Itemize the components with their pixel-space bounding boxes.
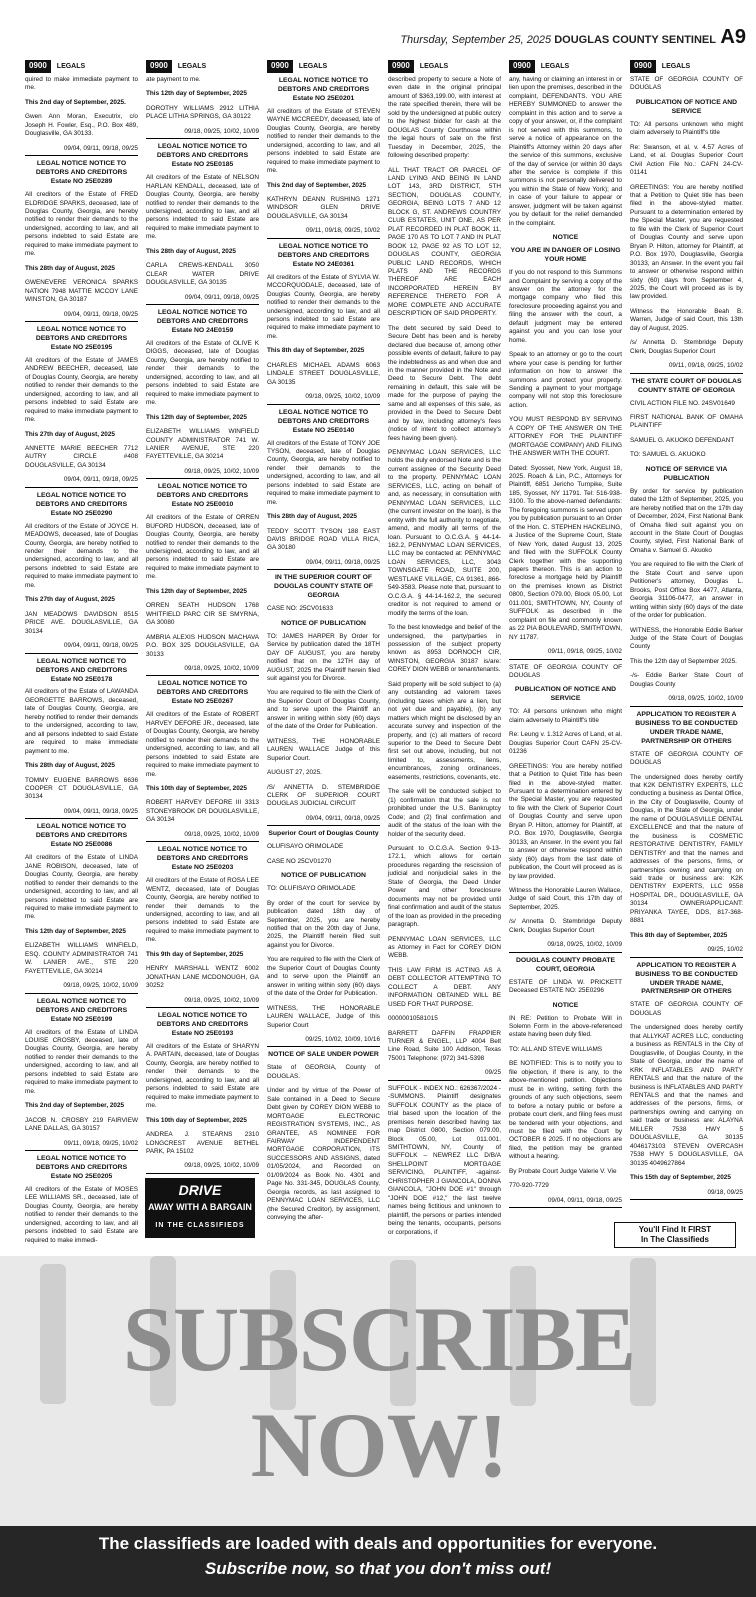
notice-text: WITNESS, THE HONORABLE LAUREN WALLACE, Judge of this Superior Court xyxy=(267,1004,380,1029)
notice-heading: LEGAL NOTICE NOTICE TO DEBTORS AND CREDITORS Estate NO 24E0159 xyxy=(156,309,249,334)
notice-date-line: This 8th day of September, 2025 xyxy=(267,347,365,355)
notice-heading: YOU ARE IN DANGER OF LOSING YOUR HOME xyxy=(510,247,621,264)
notice-heading: LEGAL NOTICE NOTICE TO DEBTORS AND CREDITORS Estate NO 25E0201 xyxy=(277,77,370,102)
notice-heading: NOTICE OF SERVICE VIA PUBLICATION xyxy=(645,465,728,482)
drive-ad-footer: IN THE CLASSIFIEDS xyxy=(155,1222,245,1229)
notice-heading: NOTICE OF PUBLICATION xyxy=(281,872,366,880)
publication-dates: 09/04, 09/11, 09/18, 09/25 xyxy=(146,294,259,305)
notice-text: FIRST NATIONAL BANK OF OMAHA PLAINTIFF xyxy=(630,414,743,430)
notice-text: KATHRYN DEANN RUSHING 1271 WINDSOR GLEN DRIVE DOUGLASVILLE, GA 30134 xyxy=(267,195,380,220)
section-tag xyxy=(146,60,259,73)
notice-heading: LEGAL NOTICE NOTICE TO DEBTORS AND CREDITORS Estate NO 25E0086 xyxy=(35,823,128,849)
publication-dates: 09/04, 09/11, 09/18, 09/25 xyxy=(25,642,138,653)
header-date: Thursday, September 25, 2025 xyxy=(400,34,552,46)
notice-text: any, having or claiming an interest in or lien upon the premises, described in the complaint, DEFENDANTS. YOU ARE HEREBY SUMMONED to answer the complaint in this action and to serve a copy of your answer, or, if the complaint is not served with this summons, to serve a notice of appearance on the Plaintiff's Attorney within 20 days after the service of this summons, exclusive of the day of service (or within 30 days after the service is complete if this summons is not personally delivered to you within the State of New York); and in case of your failure to appear or answer, judgment will be taken against you by default for the relief demanded in the complaint. xyxy=(509,76,622,227)
notice-heading: THE STATE COURT OF DOUGLAS COUNTY STATE OF GEORGIA xyxy=(631,377,742,394)
drive-away-ad xyxy=(145,1178,255,1238)
column-6 xyxy=(630,60,743,1240)
notice-text: CHARLES MICHAEL ADAMS 6063 LINDALE STREET DOUGLASVILLE, GA 30135 xyxy=(267,361,380,386)
notice-text: Dated: Syosset, New York, August 18, 2025. Roach & Lin, P.C., Attorneys for Plaintiff, 6851 Jericho Turnpike, Suite 185, Syosset, NY 11791. Tel: 516-938-3100. To the above-named defendants: The foregoing summons is served upon you by publication pursuant to an Order of the Hon. C. STEPHEN HACKELING, a Justice of the Supreme Court, State of New York, dated August 13, 2025 and filed with the SUFFOLK County Clerk together with the supporting papers thereon. This is an action to foreclose a mortgage held by Plaintiff on the premises known as District 0800, Section 079.00, Block 05.00, Lot 011.001, SMITHTOWN, NY, County of SUFFOLK as described in the complaint on file and commonly known as 22 PIA BOULEVARD, SMITHTOWN, NY 11787. xyxy=(509,464,622,641)
notice-text: BARRETT DAFFIN FRAPPIER TURNER & ENGEL, LLP 4004 Belt Line Road, Suite 100 Addison, Texas 75001 Telephone: (972) 341-5398 xyxy=(388,1029,501,1062)
notice-text: You are required to file with the Clerk of the Superior Court of Douglas County and to serve upon the Plaintiff an answer in writing within sixty (60) days of the date of the Order for Publication. xyxy=(267,956,380,998)
notice-text: WITNESS, THE HONORABLE LAUREN WALLACE Judge of this Superior Court. xyxy=(267,737,380,762)
publication-dates: 09/04, 09/11, 09/18, 09/25 xyxy=(509,1197,622,1208)
drive-ad-title: DRIVE xyxy=(178,1182,222,1198)
notice-heading: NOTICE xyxy=(552,1001,579,1009)
publication-dates: 09/04, 09/11, 09/18, 09/25 xyxy=(267,815,380,826)
notice-text: HENRY MARSHALL WENTZ 6002 JONATHAN LANE MCDONOUGH, GA 30252 xyxy=(146,965,259,990)
section-label: LEGALS xyxy=(661,62,691,70)
notice-text: By order for service by publication dated the 12th of September, 2025, you are hereby notified that on the 17th day of December, 2024, First National Bank of Omaha filed suit against you on account in the State Court of Douglas County, styled, First National Bank of Omaha v. Samuel G. Akuoko xyxy=(630,487,743,554)
notice-date-line: This 28th day of August, 2025 xyxy=(25,264,115,272)
page-number: A9 xyxy=(720,26,746,48)
notice-text: All creditors of the Estate of OLIVE K DIGGS, deceased, late of Douglas County, Georgia, are hereby notified to render their demands to the undersigned, according to law, and all persons indebted to said Estate are required to make immediate payment to me. xyxy=(146,339,259,407)
notice-text: ALL THAT TRACT OR PARCEL OF LAND LYING AND BEING IN LAND LOT 143, 3RD DISTRICT, 5TH SECTION, DOUGLAS COUNTY, GEORGIA, BEING LOTS 7 AND 12 BLOCK G, ST. ANDREWS COUNTRY CLUB ESTATES, UNIT ONE, AS PER PLAT RECORDED IN PLAT BOOK 11, PAGE 170 AS TO LOT 7 AND IN PLAT BOOK 12, PAGE 92 AS TO LOT 12, DOUGLAS COUNTY, GEORGIA PUBLIC LAND RECORDS, WHICH PLATS AND THE RECORDS THEREOF ARE EACH INCORPORATED HEREIN BY REFERENCE THERETO FOR A MORE COMPLETE AND ACCURATE DESCRIPTION OF SAID PROPERTY. xyxy=(388,166,501,318)
section-label: LEGALS xyxy=(177,62,207,70)
notice-text: You are required to file with the Clerk of the Superior Court of Douglas County, and to serve upon the Plaintiff an answer in writing within sixty (60) days of the date of the Order for Publication. xyxy=(267,689,380,731)
notice-text: If you do not respond to this Summons and Complaint by serving a copy of the answer on the attorney for the mortgage company who filed this foreclosure proceeding against you and filing the answer with the court, a default judgment may be entered against you and you can lose your home. xyxy=(509,269,622,344)
publication-dates: 09/25, 10/02 xyxy=(630,946,743,957)
section-tag xyxy=(509,60,622,73)
publication-dates: 09/25 xyxy=(388,1069,501,1080)
column-3 xyxy=(267,60,380,1240)
column-1 xyxy=(25,60,138,1244)
publication-dates: 09/18, 09/25, 10/02, 10/09 xyxy=(630,695,743,706)
notice-text: ate payment to me. xyxy=(146,76,201,83)
section-label: LEGALS xyxy=(56,62,86,70)
notice-text: TO: All persons unknown who might claim adversely to Plaintiff's title xyxy=(509,708,622,724)
section-label: LEGALS xyxy=(298,62,328,70)
publication-dates: 09/04, 09/11, 09/18, 09/25 xyxy=(25,808,138,819)
find-it-line2: In The Classifieds xyxy=(640,1235,710,1244)
notice-text: ORREN SEATH HUDSON 1768 WHITFIELD PARC CIR SE SMYRNA, GA 30080 xyxy=(146,602,259,627)
notice-date-line: This 12th day of September, 2025 xyxy=(146,90,247,98)
notice-text: All creditors of the Estate of LAWANDA GEORGETTE BARROWS, deceased, late of Douglas County, Georgia, are hereby notified to render their demands to the undersigned, according to law, and all persons indebted to said Estate are required to make immediate payment to me. xyxy=(25,688,138,755)
notice-heading: IN THE SUPERIOR COURT OF DOUGLAS COUNTY STATE OF GEORGIA xyxy=(274,574,373,600)
find-it-first-box xyxy=(614,1222,736,1248)
notice-text: TO: SAMUEL G. AKUOKO xyxy=(630,451,706,459)
notice-text: All creditors of the Estate of JAMES ANDREW BEECHER, deceased, late of Douglas County, Georgia, are hereby notified to render their demands to the undersigned, according to law, and all persons indebted to said Estate are required to make immediate payment to me. xyxy=(25,356,138,424)
notice-text: Gwen Ann Moran, Executrix, c/o Joseph H. Fowler, Esq., P.O. Box 489, Douglasville, GA 30133. xyxy=(25,113,138,138)
notice-text: To the best knowledge and belief of the undersigned, the party/parties in possession of the subject property known as 8953 DORNOCH CIR, WINSTON, GEORGIA 30187 is/are: COREY DION WEBB or tenant/tenants. xyxy=(388,624,501,674)
notice-text: /s/ Annetta D. Stembridge Deputy Clerk, Douglas Superior Court xyxy=(630,339,743,355)
notice-text: You are required to file with the Clerk of the State Court and serve upon Petitioner's attorney, Douglas L. Brooks, Post Office Box 4477, Atlanta, Georgia 31106-0477, an answer in writing within sixty (60) days of the date of the order for publication. xyxy=(630,561,743,620)
notice-text: TO: OLUFISAYO ORIMOLADE xyxy=(267,885,356,893)
notice-text: By order of the court for service by publication dated 18th day of September, 2025, you are hereby notified that on the 20th day of June, 2025, the Plaintiff herein filed suit against you for Divorce. xyxy=(267,899,380,949)
publication-dates: 09/18, 09/25, 10/02, 10/09 xyxy=(146,128,259,139)
publication-dates: 09/18, 09/25, 10/02, 10/09 xyxy=(146,665,259,676)
notice-heading: LEGAL NOTICE NOTICE TO DEBTORS AND CREDITORS Estate NO 25E0203 xyxy=(156,846,249,872)
section-tag xyxy=(388,60,501,73)
notice-text: All creditors of the Estate of ROBERT HARVEY DEFORE JR., deceased, late of Douglas County, Georgia, are hereby notified to render their demands to the undersigned, according to law, and all persons indebted to said Estate are required to make immediate payment to me. xyxy=(146,711,259,778)
banner-line-1: The classifieds are loaded with deals and opportunities for everyone. xyxy=(98,1534,658,1553)
find-it-line1: You'll Find It FIRST xyxy=(638,1225,712,1234)
notice-text: GWENEVERE VERONICA SPARKS NATION 7948 MATTIE MCCOY LANE WINSTON, GA 30187 xyxy=(25,279,138,304)
notice-date-line: This 27th day of August, 2025 xyxy=(25,596,115,604)
notice-heading: PUBLICATION OF NOTICE AND SERVICE xyxy=(635,98,738,115)
notice-text: OLUFISAYO ORIMOLADE xyxy=(267,843,344,851)
section-label: LEGALS xyxy=(540,62,570,70)
notice-text: SUFFOLK - INDEX NO.: 626367/2024 --SUMMONS. Plaintiff designates SUFFOLK COUNTY as the place of trial based upon the location of the premises herein described having tax map District 0800, Section 079.00, Block 05.00, Lot 011.001. SMITHTOWN, NY, County of SUFFOLK – NEWREZ LLC D/B/A SHELLPOINT MORTGAGE SERVICING, PLAINTIFF, -against- CHRISTOPHER J GIANCOLA, DONNA GIANCOLA, "JOHN DOE #1" through "JOHN DOE #12," the last twelve names being fictitious and unknown to plaintiff, the persons or parties intended being the tenants, occupants, persons or corporations, if xyxy=(388,1084,501,1236)
publication-dates: 09/18, 09/25, 10/02, 10/09 xyxy=(146,831,259,842)
notice-date-line: This 9th day of September, 2025 xyxy=(146,950,244,958)
section-label: LEGALS xyxy=(419,62,449,70)
publication-dates: 09/18, 09/25, 10/02, 10/09 xyxy=(146,1162,259,1173)
publication-dates: 09/04, 09/11, 09/18, 09/25 xyxy=(25,145,138,156)
drive-ad-subtitle: AWAY WITH A BARGAIN xyxy=(148,1202,252,1212)
notice-date-line: This 2nd day of September, 2025 xyxy=(25,1102,125,1110)
publication-dates: 09/25, 10/02, 10/09, 10/16 xyxy=(267,1036,380,1047)
banner-footer xyxy=(0,1526,756,1597)
notice-text: All creditors of the Estate of JOYCE H. MEADOWS, deceased, late of Douglas County, Georgia, are hereby notified to render their demands to the undersigned, according to law, and all persons indebted to said Estate are required to make immediate payment to me. xyxy=(25,522,138,589)
section-code: 0900 xyxy=(267,60,293,73)
notice-date-line: This 2nd day of September, 2025. xyxy=(25,98,126,106)
notice-text: DOROTHY WILLIAMS 2912 LITHIA PLACE LITHIA SPRINGS, GA 30122 xyxy=(146,104,259,121)
notice-text: Witness the Honorable Beah B. Warren, Judge of said Court, this 13th day of August, 2025. xyxy=(630,307,743,332)
section-tag xyxy=(267,60,380,73)
notice-text: /s/ Annetta D. Stembridge Deputy Clerk, Douglas Superior Court xyxy=(509,918,622,934)
publication-dates: 09/04, 09/11, 09/18, 09/25 xyxy=(25,311,138,322)
notice-text: ROBERT HARVEY DEFORE III 3313 STONEYBROOK DR DOUGLASVILLE, GA 30134 xyxy=(146,799,259,824)
notice-text: The undersigned does hereby certify that K2K DENTISTRY EXPERTS, LLC conducting a business as Dental Office, in the City of Douglasville, County of Douglas, in the State of Georgia, under the name of DOUGLASVILLE DENTAL EXCELLENCE and that the nature of the business is COSMETIC RESTORATIVE DENTISTRY, FAMILY DENTISTRY and that the names and addresses of the persons, firms, or partnerships owning and carrying on said trade or business are: K2K DENTISTRY EXPERTS, LLC 9558 HOSPITAL DR., DOUGLASVILLE, GA 30134 OWNER/APPLICANT: PRIYANKA TAYEE, DDS, 817-368-8881 xyxy=(630,773,743,925)
section-code: 0900 xyxy=(25,60,51,73)
notice-text: ANNETTE MARIE BEECHER 7712 AUTRY CIRCLE #408 DOUGLASVILLE, GA 30134 xyxy=(25,444,138,469)
notice-text: JAN MEADOWS DAVIDSON 8515 PRICE AVE. DOUGLASVILLE, GA 30134 xyxy=(25,610,138,635)
notice-text: ESTATE OF LINDA W. PRICKETT Deceased ESTATE NO: 25E0296 xyxy=(509,978,622,995)
notice-heading: NOTICE xyxy=(552,234,579,242)
notice-text: STATE OF GEORGIA COUNTY OF DOUGLAS xyxy=(630,750,743,767)
notice-date-line: This 15th day of September, 2025 xyxy=(630,1174,731,1182)
notice-heading: LEGAL NOTICE NOTICE TO DEBTORS AND CREDITORS Estate NO 25E0195 xyxy=(35,325,128,351)
notice-text: All creditors of the Estate of MOSES LEE WILLIAMS SR., deceased, late of Douglas County, Georgia, are hereby notified to render their demands to the undersigned, according to law, and all persons indebted to said Estate are required to make immedi- xyxy=(25,1185,138,1244)
publication-dates: 09/04, 09/11, 09/18, 09/25 xyxy=(25,476,138,487)
notice-heading: LEGAL NOTICE NOTICE TO DEBTORS AND CREDITORS Estate NO 25E0205 xyxy=(35,1154,128,1180)
notice-text: TO: ALL AND STEVE WILLIAMS xyxy=(509,1045,603,1053)
notice-date-line: This 28th day of August, 2025 xyxy=(267,513,357,521)
notice-text: All creditors of the Estate of STEVEN WAYNE MCCREEDY, deceased, late of Douglas County, Georgia, are hereby notified to render their demands to the undersigned, according to law, and all persons indebted to said Estate are required to make immediate payment to me. xyxy=(267,107,380,175)
notice-text: All creditors of the Estate of SYLVIA W. MCCORQUODALE, deceased, late of Douglas County, Georgia, are hereby notified to render their demands to the undersigned, according to law, and all persons indebted to said Estate are required to make immediate payment to me. xyxy=(267,273,380,340)
notice-text: PENNYMAC LOAN SERVICES, LLC holds the duly endorsed Note and is the current assignee of the Security Deed to the property. PENNYMAC LOAN SERVICES, LLC, acting on behalf of and, as necessary, in consultation with PENNYMAC LOAN SERVICES, LLC (the current investor on the loan), is the entity with the full authority to negotiate, amend, and modify all terms of the loan. Pursuant to O.C.G.A. § 44-14-162.2, PENNYMAC LOAN SERVICES, LLC may be contacted at: PENNYMAC LOAN SERVICES, LLC, 3043 TOWNSGATE ROAD, SUITE 200, WESTLAKE VILLAGE, CA 91361, 866-549-3583. Please note that, pursuant to O.C.G.A. § 44-14-162.2, the secured creditor is not required to amend or modify the terms of the loan. xyxy=(388,449,501,617)
header-dateline xyxy=(400,34,716,46)
notice-text: All creditors of the Estate of LINDA JANE ROBISON, deceased, late of Douglas County, Georgia, are hereby notified to render their demands to the undersigned, according to law, and all persons indebted to said Estate are required to make immediate payment to me. xyxy=(25,854,138,921)
page-header xyxy=(0,0,756,58)
notice-text: CIVIL ACTION FILE NO. 24SV01649 xyxy=(630,399,735,407)
notice-heading: LEGAL NOTICE NOTICE TO DEBTORS AND CREDITORS Estate NO 25E0290 xyxy=(35,491,128,517)
notice-text: JACOB N. CROSBY 219 FAIRVIEW LANE DALLAS, GA 30157 xyxy=(25,1116,138,1133)
column-5 xyxy=(509,60,622,1240)
notice-text: CASE NO 25CV01270 xyxy=(267,857,332,865)
notice-text: TO: All persons unknown who might claim adversely to Plaintiff's title xyxy=(630,120,743,137)
section-code: 0900 xyxy=(509,60,535,73)
notice-text: All creditors of the Estate of NELSON HARLAN KENDALL, deceased, late of Douglas County, Georgia, are hereby notified to render their demands to the undersigned, according to law, and all persons indebted to said Estate are required to make immediate payment to me. xyxy=(146,174,259,241)
notice-text: All creditors of the Estate of TONY JOE TYSON, deceased, late of Douglas County, Georgia, are hereby notified to render their demands to the undersigned, according to law, and all persons indebted to said Estate are required to make immediate payment to me. xyxy=(267,439,380,506)
publication-dates: 09/04, 09/11, 09/18, 09/25 xyxy=(267,559,380,570)
publication-dates: 09/11, 09/18, 09/25, 10/02 xyxy=(267,227,380,238)
notice-heading: NOTICE OF PUBLICATION xyxy=(281,619,366,627)
notice-heading: LEGAL NOTICE NOTICE TO DEBTORS AND CREDITORS Estate NO 25E0010 xyxy=(156,483,249,509)
notice-heading: APPLICATION TO REGISTER A BUSINESS TO BE CONDUCTED UNDER TRADE NAME, PARTNERSHIP OR OTHERS xyxy=(635,961,738,996)
notice-text: By Probate Court Judge Valerie V. Vie xyxy=(509,1167,617,1175)
notice-text: quired to make immediate payment to me. xyxy=(25,76,138,92)
column-4 xyxy=(388,60,501,1240)
notice-heading: DOUGLAS COUNTY PROBATE COURT, GEORGIA xyxy=(515,956,616,973)
notice-date-line: This 28th day of August, 2025 xyxy=(146,247,236,255)
notice-date-line: This 27th day of August, 2025 xyxy=(25,430,115,438)
notice-text: TOMMY EUGENE BARROWS 6636 COOPER CT DOUGLASVILLE, GA 30134 xyxy=(25,776,138,801)
notice-text: ANDREA J. STEARNS 2310 LONGCREST AVENUE BETHEL PARK, PA 15102 xyxy=(146,1131,259,1155)
notice-text: STATE OF GEORGIA COUNTY OF DOUGLAS xyxy=(509,663,622,679)
notice-heading: LEGAL NOTICE NOTICE TO DEBTORS AND CREDITORS Estate NO 25E0193 xyxy=(156,1012,249,1037)
notice-text: All creditors of the Estate of ORREN BUFORD HUDSON, deceased, late of Douglas County, Georgia, are hereby notified to render their demands to the undersigned, according to law, and all persons indebted to said Estate are required to make immediate payment to me. xyxy=(146,514,259,581)
subscribe-headline: SUBSCRIBE NOW! xyxy=(122,1288,636,1496)
notice-text: 00000010581015 xyxy=(388,1015,438,1023)
notice-text: GREETINGS: You are hereby notified that a Petition to Quiet title has been filed in the above-styled matter. Pursuant to a determination entered by the Special Master, you are requested to file with the Clerk of Superior Court of Douglas County and serve upon Bryan P. Hilton, attorney for Plaintiff, at P.O. Box 1970, Douglasville, Georgia 30133, an Answer. In the event you fail to answer or otherwise respond within sixty (60) days from September 4, 2025, the Court will proceed as is by law provided. xyxy=(630,183,743,301)
notice-date-line: This 12th day of September, 2025 xyxy=(146,587,247,595)
notice-text: -/s- Eddie Barker State Court of Douglas County xyxy=(630,672,743,688)
notice-heading: LEGAL NOTICE NOTICE TO DEBTORS AND CREDITORS Estate NO 25E0199 xyxy=(35,997,128,1023)
notice-text: Under and by virtue of the Power of Sale contained in a Deed to Secure Debt given by COREY DION WEBB to MORTGAGE ELECTRONIC REGISTRATION SYSTEMS, INC., AS GRANTEE, AS NOMINEE FOR FAIRWAY INDEPENDENT MORTGAGE CORPORATION, ITS SUCCESSORS AND ASSIGNS, dated 01/05/2024, and Recorded on 01/09/2024 as Book No. 4301 and Page No. 331-345, DOUGLAS County, Georgia records, as last assigned to PENNYMAC LOAN SERVICES, LLC (the Secured Creditor), by assignment, conveying the after- xyxy=(267,1087,380,1222)
notice-date-line: This 12th day of September, 2025 xyxy=(25,927,126,935)
notice-text: TEDDY SCOTT TYSON 188 EAST DAVIS BRIDGE ROAD VILLA RICA, GA 30180 xyxy=(267,527,380,552)
notice-text: BE NOTIFIED: This is to notify you to file objection, if there is any, to the above-mentioned petition. Objections must be in writing, setting forth the grounds of any such objections, seem to before a notary public or before a probate court clerk, and filing fees must be tendered with your objections, and must be filed with the Court by OCTOBER 6 2025. If no objections are filed, the petition may be granted without a hearing. xyxy=(509,1060,622,1161)
notice-text: All creditors of the Estate of FRED ELDRIDGE SPARKS, deceased, late of Douglas County, Georgia, are hereby notified to render their demands to the undersigned, according to law, and all persons indebted to said Estate are required to make immediate payment to me. xyxy=(25,191,138,258)
notice-text: AUGUST 27, 2025. xyxy=(267,769,322,777)
header-paper-name: DOUGLAS COUNTY SENTINEL xyxy=(554,34,716,46)
notice-text: TO: JAMES HARPER By Order for Service by publication dated the 18TH DAY OF AUGUST, you are hereby notified that on the 12TH day of AUGUST, 2025 the Plaintiff herein filed suit against you for Divorce. xyxy=(267,632,380,682)
notice-heading: APPLICATION TO REGISTER A BUSINESS TO BE CONDUCTED UNDER TRADE NAME, PARTNERSHIP OR OTHERS xyxy=(635,710,738,745)
publication-dates: 09/11, 09/18, 09/25, 10/02 xyxy=(25,1140,138,1151)
section-tag xyxy=(25,60,138,73)
notice-text: CARLA CREWS-KENDALL 3050 CLEAR WATER DRIVE DOUGLASVILLE, GA 30135 xyxy=(146,262,259,287)
notice-text: SAMUEL G. AKUOKO DEFENDANT xyxy=(630,436,735,444)
notice-text: 770-920-7729 xyxy=(509,1182,549,1190)
notice-text: The debt secured by said Deed to Secure Debt has been and is hereby declared due because of, among other possible events of default, failure to pay the indebtedness as and when due and in the manner provided in the Note and Deed to Secure Debt. The debt remaining in default, this sale will be made for the purpose of paying the same and all expenses of this sale, as provided in the Deed to Secure Debt and by law, including attorney's fees (notice of intent to collect attorney's fees having been given). xyxy=(388,324,501,442)
notice-heading: PUBLICATION OF NOTICE AND SERVICE xyxy=(514,686,617,703)
notice-text: described property to secure a Note of even date in the original principal amount of $363,199.00, with interest at the rate specified therein, there will be sold by the undersigned at public outcry to the highest bidder for cash at the DOUGLAS County Courthouse within the legal hours of sale on the first Tuesday in December, 2025, the following described property: xyxy=(388,76,501,160)
publication-dates: 09/18, 09/25, 10/02, 10/09 xyxy=(146,468,259,479)
notice-text: Re: Leung v. 1.312 Acres of Land, et al. Douglas Superior Court CAFN 25-CV-01236 xyxy=(509,731,622,756)
section-code: 0900 xyxy=(146,60,172,73)
notice-text: This the 12th day of September 2025. xyxy=(630,657,737,665)
section-code: 0900 xyxy=(630,60,656,73)
notice-date-line: This 2nd day of September, 2025 xyxy=(267,181,367,189)
banner-line-2: Subscribe now, so that you don't miss out! xyxy=(204,1559,552,1578)
notice-text: YOU MUST RESPOND BY SERVING A COPY OF THE ANSWER ON THE ATTORNEY FOR THE PLAINTIFF (MORTGAGE COMPANY) AND FILING THE ANSWER WITH THE COURT. xyxy=(509,416,622,458)
notice-text: Witness the Honorable Lauren Wallace, Judge of said Court, this 17th day of September, 2025. xyxy=(509,887,622,911)
publication-dates: 09/11, 09/18, 09/25, 10/02 xyxy=(630,362,743,373)
notice-heading: NOTICE OF SALE UNDER POWER xyxy=(268,1051,379,1059)
notice-text: WITNESS, the Honorable Eddie Barker Judge of the State Court of Douglas County xyxy=(630,626,743,651)
notice-text: IN RE: Petition to Probate Will in Solemn Form in the above-referenced estate having been duly filed. xyxy=(509,1014,622,1039)
notice-date-line: This 10th day of September, 2025 xyxy=(146,1116,247,1124)
notice-heading: LEGAL NOTICE NOTICE TO DEBTORS AND CREDITORS Estate NO 25E0140 xyxy=(277,408,370,434)
notice-text: The sale will be conducted subject to (1) confirmation that the sale is not prohibited under the U.S. Bankruptcy Code; and (2) final confirmation and audit of the status of the loan with the holder of the security deed. xyxy=(388,788,501,838)
column-2 xyxy=(146,60,259,1240)
notice-heading: LEGAL NOTICE NOTICE TO DEBTORS AND CREDITORS Estate NO 25E0289 xyxy=(35,160,128,186)
notice-heading: Superior Court of Douglas County xyxy=(268,830,379,838)
notice-text: GREETINGS: You are hereby notified that a Petition to Quiet Title has been filed in the above-styled matter. Pursuant to a determination entered by the Special Master, you are requested to file with the Clerk of Superior Court of Douglas County and serve upon Bryan P. Hilton, attorney for Plaintiff, at P.O. Box 1970, Douglasville, Georgia 30133, an Answer. In the event you fail to answer or otherwise respond within sixty (60) days from the last date of publication, the Court will proceed as is by law provided. xyxy=(509,762,622,880)
notice-heading: LEGAL NOTICE NOTICE TO DEBTORS AND CREDITORS Estate NO 25E0267 xyxy=(156,680,249,706)
notice-text: State of GEORGIA, County of DOUGLAS. xyxy=(267,1064,380,1080)
notice-text: Said property will be sold subject to (a) any outstanding ad valorem taxes (including taxes which are a lien, but not yet due and payable), (b) any matters which might be disclosed by an accurate survey and inspection of the property, and (c) all matters of record superior to the Deed to Secure Debt first set out above, including, but not limited to, assessments, liens, encumbrances, zoning ordinances, easements, restrictions, covenants, etc. xyxy=(388,680,501,781)
notice-text: ELIZABETH WILLIAMS WINFIELD, ESQ. COUNTY ADMINISTRATOR 741 W. LANIER AVE., STE 220 FAYETTEVILLE, GA 30214 xyxy=(25,942,138,975)
publication-dates: 09/18, 09/25 xyxy=(630,1189,743,1200)
publication-dates: 09/18, 09/25, 10/02, 10/09 xyxy=(146,997,259,1008)
notice-date-line: This 28th day of August, 2025 xyxy=(25,762,115,770)
notice-heading: LEGAL NOTICE NOTICE TO DEBTORS AND CREDITORS Estate NO 24E0361 xyxy=(277,242,370,268)
notice-text: Re: Swanson, et al. v. 4.57 Acres of Land, et al. Douglas Superior Court Civil Action File No.: CAFN 24-CV-01141 xyxy=(630,143,743,177)
publication-dates: 09/11, 09/18, 09/25, 10/02 xyxy=(509,648,622,659)
notice-text: All creditors of the Estate of SHARYN A. PARTAIN, deceased, late of Douglas County, Georgia, are hereby notified to render their demands to the undersigned, according to law, and all persons indebted to said Estate are required to make immediate payment to me. xyxy=(146,1042,259,1110)
legals-columns xyxy=(25,60,745,1244)
notice-date-line: This 12th day of September, 2025 xyxy=(146,413,247,421)
notice-text: CASE NO: 25CV01633 xyxy=(267,605,334,613)
notice-text: The undersigned does hereby certify that ALLYKAT ACRES LLC, conducting a business as RENTALS in the City of Douglasville, of Douglas County, in the State of Georgia, under the name of KRK INFLATABLES AND PARTY RENTALS and that the nature of the business is INFLATABLES AND PARTY RENTALS and that the names and addresses of the persons, firms, or partnerships owning and carrying on said trade or business are: ALAYNA MILLER 7538 HWY 5 DOUGLASVILLE, GA 30135 4046173103 STEVEN OVERCASH 7538 HWY 5 DOUGLASVILLE, GA 30135 4049627864 xyxy=(630,1024,743,1167)
notice-text: AMBRIA ALEXIS HUDSON MACHAVA P.O. BOX 325 DOUGLASVILLE, GA 30133 xyxy=(146,633,259,658)
publication-dates: 09/18, 09/25, 10/02, 10/09 xyxy=(25,982,138,993)
notice-text: All creditors of the Estate of LINDA LOUISE CROSBY, deceased, late of Douglas County, Georgia, are hereby notified to render their demands to the undersigned, according to law, and all persons indebted to said Estate are required to make immediate payment to me. xyxy=(25,1028,138,1095)
notice-heading: LEGAL NOTICE NOTICE TO DEBTORS AND CREDITORS Estate NO 25E0185 xyxy=(156,143,249,169)
notice-text: All creditors of the Estate of ROSA LEE WENTZ, deceased, late of Douglas County, Georgia, are hereby notified to render their demands to the undersigned, according to law, and all persons indebted to said Estate are required to make immediate payment to me. xyxy=(146,877,259,944)
section-code: 0900 xyxy=(388,60,414,73)
notice-text: PENNYMAC LOAN SERVICES, LLC as Attorney in Fact for COREY DION WEBB. xyxy=(388,935,501,960)
notice-text: STATE OF GEORGIA COUNTY OF DOUGLAS xyxy=(630,76,743,92)
notice-date-line: This 8th day of September, 2025 xyxy=(630,931,728,939)
notice-text: Pursuant to O.C.G.A. Section 9-13-172.1, which allows for certain procedures regarding the rescission of judicial and nonjudicial sales in the State of Georgia, the Deed Under Power and other foreclosure documents may not be provided until final confirmation and audit of the status of the loan as provided in the preceding paragraph. xyxy=(388,844,501,929)
publication-dates: 09/18, 09/25, 10/02, 10/09 xyxy=(267,393,380,404)
notice-text: ELIZABETH WILLIAMS WINFIELD COUNTY ADMINISTRATOR 741 W. LANIER AVENUE, STE 220 FAYETTEVILLE, GA 30214 xyxy=(146,428,259,461)
publication-dates: 09/18, 09/25, 10/02, 10/09 xyxy=(509,941,622,952)
notice-text: Speak to an attorney or go to the court where your case is pending for further information on how to answer the summons and protect your property. Sending a payment to your mortgage company will not stop this foreclosure action. xyxy=(509,351,622,409)
section-tag xyxy=(630,60,743,73)
notice-text: /S/ ANNETTA D. STEMBRIDGE CLERK OF SUPERIOR COURT DOUGLAS JUDICIAL CIRCUIT xyxy=(267,783,380,808)
notice-text: THIS LAW FIRM IS ACTING AS A DEBT COLLECTOR ATTEMPTING TO COLLECT A DEBT. ANY INFORMATION OBTAINED WILL BE USED FOR THAT PURPOSE. xyxy=(388,966,501,1008)
subscribe-banner xyxy=(0,1256,756,1597)
notice-date-line: This 10th day of September, 2025 xyxy=(146,785,247,792)
notice-text: STATE OF GEORGIA COUNTY OF DOUGLAS xyxy=(630,1001,743,1017)
notice-heading: LEGAL NOTICE NOTICE TO DEBTORS AND CREDITORS Estate NO 25E0178 xyxy=(35,657,128,683)
